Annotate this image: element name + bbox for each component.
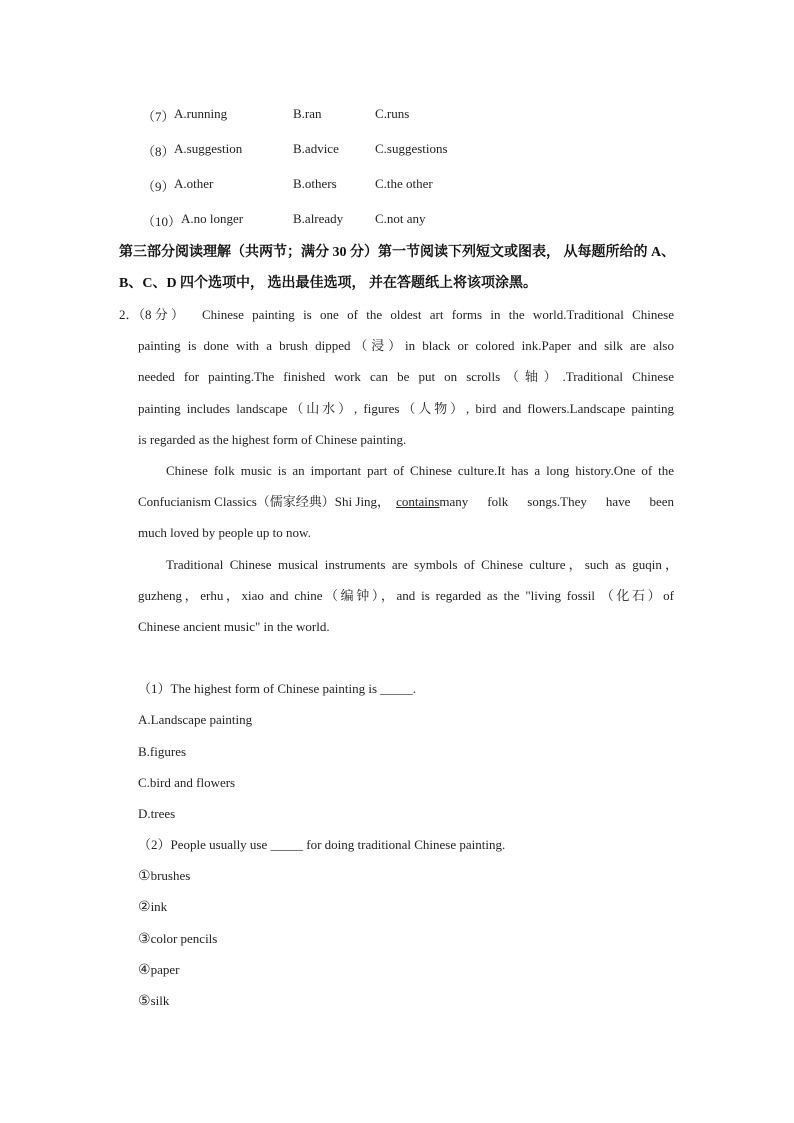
question-prefix: 2．（8 分 ） [119,307,185,322]
option-number: （8） [142,144,175,159]
passage-line: is regarded as the highest form of Chinese painting. [138,432,407,447]
option-number: （10） [142,214,182,229]
passage-text: many folk songs.They have been [439,494,674,509]
passage-line: Chinese painting is one of the oldest art forms in the world.Traditional Chinese [202,307,674,322]
item-marker: ④ [138,962,151,978]
option-a: A.running [174,106,228,121]
question-2-item [138,992,169,1010]
passage-line: guzheng，erhu，xiao and chine（编钟），and is regarded as the "living fossil （化石）of [138,588,674,603]
option-b: B.ran [293,106,322,121]
question-2-item [138,867,190,885]
passage-line: Traditional Chinese musical instruments are symbols of Chinese culture，such as guqin， [166,557,678,572]
option-b: B.already [293,211,344,226]
passage-line: Chinese ancient music" in the world. [138,619,330,634]
item-text: ink [150,899,168,914]
option-c: C.the other [375,176,433,191]
passage-line: Chinese folk music is an important part of Chinese culture.It has a long history.One of the [166,463,674,478]
item-marker: ② [138,899,151,915]
section-header-line2: B、C、D 四个选项中， 选出最佳选项， 并在答题纸上将该项涂黑。 [119,276,538,291]
option-a: A.other [174,176,214,191]
item-text: color pencils [150,931,218,946]
question-1-option-b: B.figures [138,744,187,759]
passage-text: Confucianism Classics（儒家经典）Shi Jing， [138,494,391,509]
underlined-word: contains [396,494,440,509]
item-marker: ⑤ [138,993,151,1009]
question-2-stem: （2）People usually use _____ for doing traditional Chinese painting. [138,837,506,852]
passage-line: needed for painting.The finished work can be put on scrolls（轴）.Traditional Chinese [138,369,674,384]
passage-line: painting includes landscape（山水）, figures（人物）, bird and flowers.Landscape painting [138,401,674,416]
item-marker: ③ [138,931,151,947]
option-b: B.others [293,176,337,191]
option-c: C.runs [375,106,410,121]
question-2-item [138,961,179,979]
question-2-item [138,930,217,948]
item-marker: ① [138,868,151,884]
question-2-item [138,898,167,916]
item-text: paper [150,962,180,977]
item-text: silk [150,993,170,1008]
question-1-option-c: C.bird and flowers [138,775,236,790]
option-b: B.advice [293,141,339,156]
section-header-line1: 第三部分阅读理解（共两节；满分 30 分）第一节阅读下列短文或图表， 从每题所给的 A、 [119,245,676,260]
question-1-stem: （1）The highest form of Chinese painting is _____. [138,681,417,696]
item-text: brushes [150,868,191,883]
passage-line-with-underline [138,493,674,511]
option-a: A.no longer [181,211,244,226]
option-a: A.suggestion [174,141,243,156]
option-number: （9） [142,179,175,194]
passage-line: painting is done with a brush dipped（浸）in black or colored ink.Paper and silk are also [138,338,674,353]
question-1-option-d: D.trees [138,806,176,821]
passage-line: much loved by people up to now. [138,525,311,540]
question-1-option-a: A.Landscape painting [138,712,253,727]
option-c: C.suggestions [375,141,448,156]
option-number: （7） [142,109,175,124]
option-c: C.not any [375,211,426,226]
